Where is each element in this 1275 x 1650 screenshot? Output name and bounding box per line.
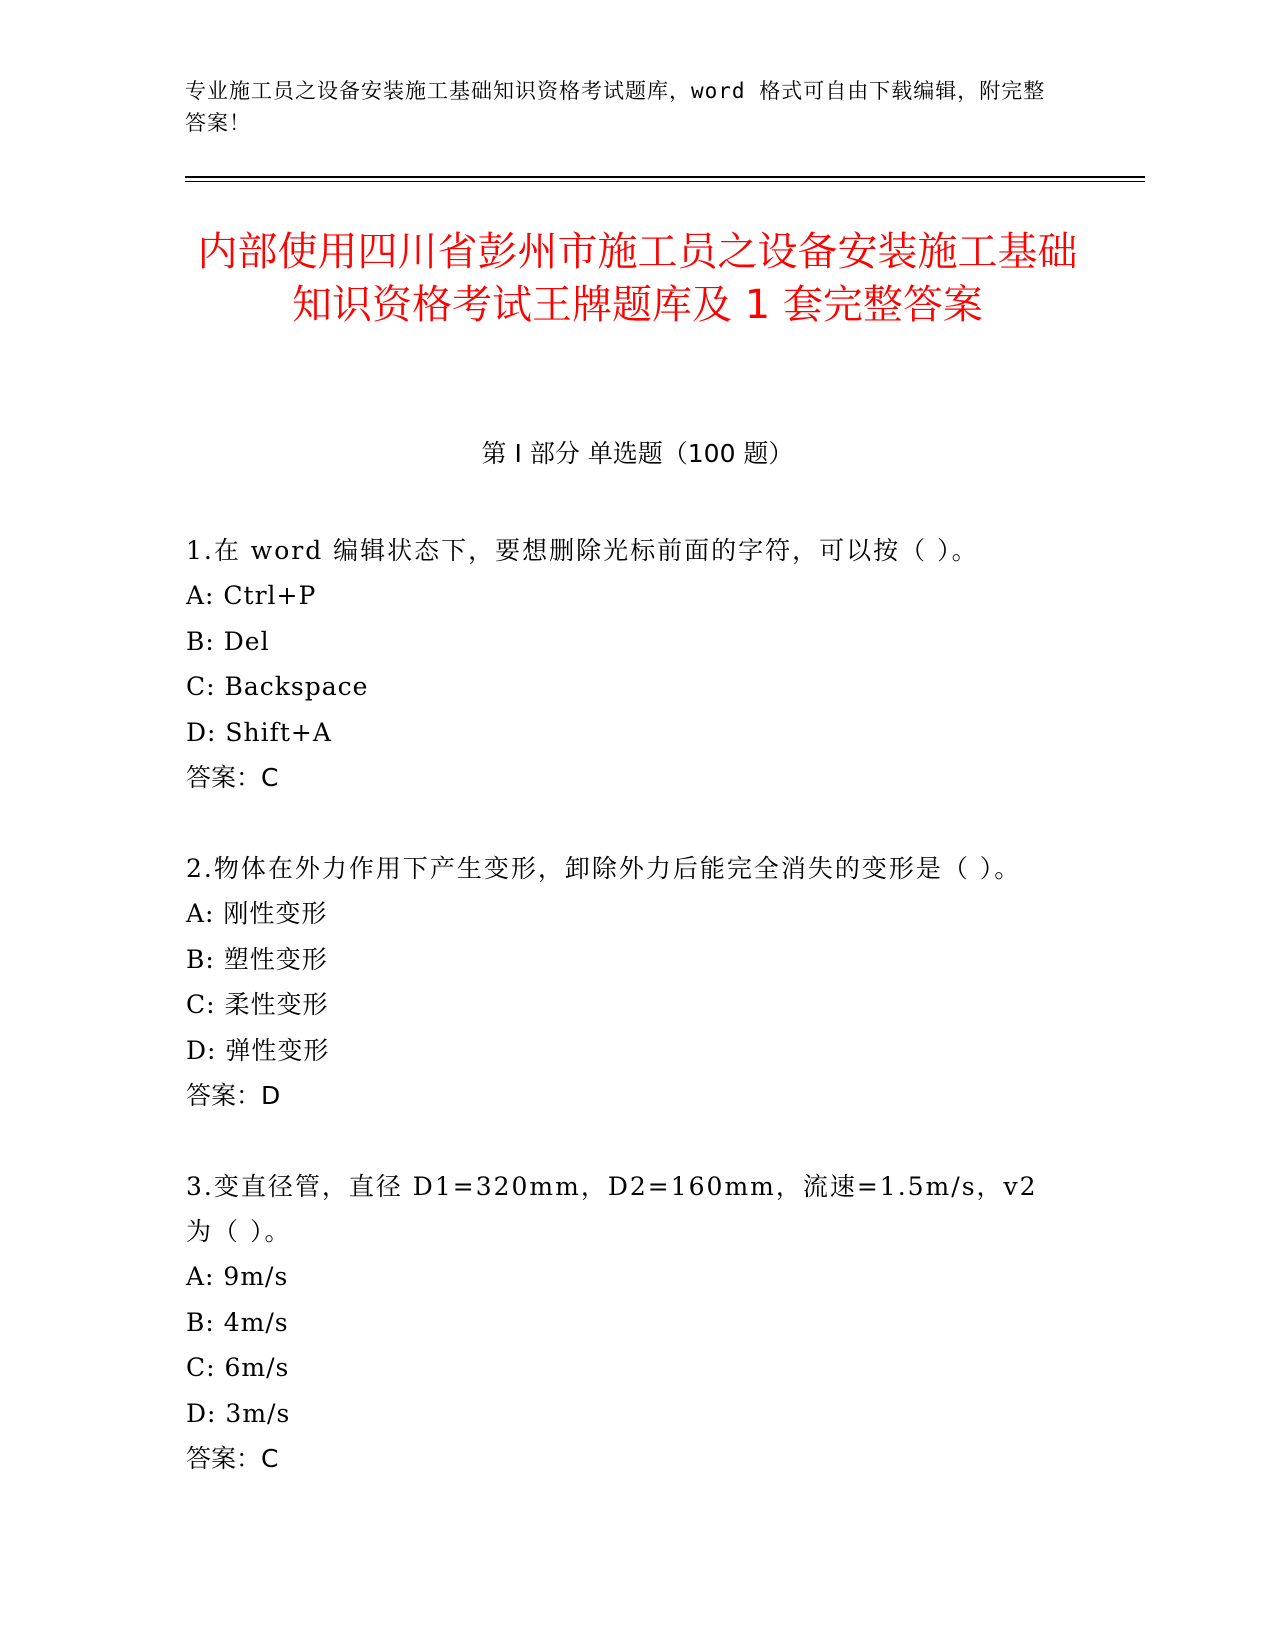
question-answer: 答案：D xyxy=(186,1081,281,1110)
question-list xyxy=(186,528,1066,1527)
question-answer: 答案：C xyxy=(186,763,279,792)
section-heading: 第 I 部分 单选题（100 题） xyxy=(481,439,794,468)
option-c: C: 柔性变形 xyxy=(186,990,329,1019)
option-c: C: Backspace xyxy=(186,672,369,701)
option-b: B: 4m/s xyxy=(186,1307,289,1337)
question-item xyxy=(186,528,1066,800)
header-divider-thick xyxy=(185,176,1145,178)
option-c: C: 6m/s xyxy=(186,1353,290,1382)
header-note: 专业施工员之设备安装施工基础知识资格考试题库，word 格式可自由下载编辑，附完整答案！ xyxy=(185,79,1046,135)
option-d: D: 3m/s xyxy=(186,1398,291,1428)
header-divider-thin xyxy=(185,181,1145,182)
option-a: A: 9m/s xyxy=(186,1262,289,1291)
option-a: A: Ctrl+P xyxy=(186,581,317,610)
question-item xyxy=(186,1164,1066,1481)
question-stem: 3.变直径管，直径 D1=320mm，D2=160mm，流速=1.5m/s，v2 为（ ）。 xyxy=(186,1172,1038,1246)
question-item xyxy=(186,846,1066,1118)
question-stem: 2.物体在外力作用下产生变形，卸除外力后能完全消失的变形是（ ）。 xyxy=(186,854,1022,883)
option-a: A: 刚性变形 xyxy=(186,899,328,928)
option-b: B: 塑性变形 xyxy=(186,944,328,974)
question-stem: 1.在 word 编辑状态下，要想删除光标前面的字符，可以按（ ）。 xyxy=(186,536,979,565)
question-answer: 答案：C xyxy=(186,1444,279,1473)
document-title: 内部使用四川省彭州市施工员之设备安装施工基础知识资格考试王牌题库及 1 套完整答案 xyxy=(197,229,1078,328)
option-d: D: 弹性变形 xyxy=(186,1035,330,1065)
option-b: B: Del xyxy=(186,626,270,656)
option-d: D: Shift+A xyxy=(186,717,332,747)
